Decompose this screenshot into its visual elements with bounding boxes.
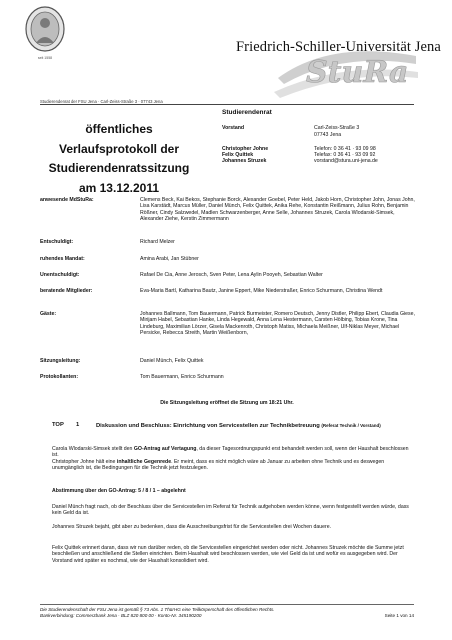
document-title	[40, 120, 198, 198]
bank-details: Bankverbindung: Commerzbank Jena · BLZ 820 800 00 · Konto-Nr. 345190200	[40, 613, 202, 618]
title-line: am 13.12.2011	[78, 180, 160, 195]
attendance-label: Unentschuldigt:	[40, 272, 80, 278]
title-line: Verlaufsprotokoll der	[58, 141, 180, 156]
attendance-label: beratende Mitglieder:	[40, 288, 93, 294]
paragraph	[52, 446, 414, 472]
title-line: öffentliches	[85, 122, 153, 136]
attendance-label: Gäste:	[40, 311, 57, 317]
agenda-applicant: (Referat Technik / Vorstand)	[321, 423, 381, 428]
agenda-label: TOP	[52, 422, 64, 428]
paragraph: Felix Quittek erinnert daran, dass wir nun darüber reden, ob die Servicestellen eingerichtet werden oder nicht. Johannes Struzek möchte die Summe jetzt beschließen und anschließend die Stellen einrichten. Beim Haushalt wird beschlossen werden, wie viel Geld da ist und wofür es ausgegeben wird. Der Vorstand wird später es nochmal, wie der Haushalt konsolidiert wird.	[52, 545, 404, 564]
attendance-value: Richard Melzer	[140, 239, 175, 245]
agenda-number: 1	[76, 422, 80, 428]
attendance-value: Eva-Maria Bartl, Katharina Bautz, Janine Eppert, Mike Niederstraßer, Enrico Schurmann, Christina Wendt	[140, 288, 383, 294]
attendance-label: anwesende MdStuRa:	[40, 197, 94, 203]
text-run: Christopher Johne hält eine	[52, 458, 117, 465]
attendance-label: Protokollanten:	[40, 374, 79, 380]
sender-address: Studierendenrat der FSU Jena · Carl-Zeiss-Straße 3 · 07743 Jena	[40, 99, 163, 104]
seal-caption: seit 1558	[37, 56, 53, 60]
vorstand-name: Christopher Johne	[222, 146, 269, 152]
contact-street: Carl-Zeiss-Straße 3	[314, 125, 360, 131]
attendance-value: Daniel Münch, Felix Quittek	[140, 358, 204, 364]
text-run-bold: GO-Antrag auf Vertagung	[133, 446, 197, 452]
footer-rule	[40, 604, 414, 605]
phone-number: Telefon: 0 36 41 · 93 09 98	[314, 146, 376, 152]
university-name: Friedrich-Schiller-Universität Jena	[236, 39, 441, 55]
contact-heading: Studierendenrat	[222, 109, 272, 116]
title-line: Studierendenratssitzung	[48, 161, 190, 175]
opening-statement: Die Sitzungsleitung eröffnet die Sitzung um 18:21 Uhr.	[160, 400, 294, 406]
paragraph: Johannes Struzek bejaht, gibt aber zu bedenken, dass die Ausschreibungsfrist für die Servicestellen drei Wochen dauere.	[52, 524, 332, 530]
footer-bank	[40, 613, 414, 619]
fax-number: Telefax: 0 36 41 · 93 09 92	[314, 152, 376, 158]
university-seal-logo	[24, 5, 66, 53]
header-rule	[40, 104, 414, 105]
vorstand-name: Felix Quittek	[222, 152, 254, 158]
agenda-title	[96, 422, 416, 430]
footer-legal: Die Studierendenschaft der FSU Jena ist gemäß § 73 Abs. 1 ThürHG eine Teilkörperschaft des öffentlichen Rechts.	[40, 607, 275, 612]
vorstand-label: Vorstand	[222, 125, 245, 131]
attendance-label: Entschuldigt:	[40, 239, 74, 245]
attendance-value: Johannes Ballmann, Tom Bauermann, Patrick Burmeister, Romero Deutsch, Jenny Distler, Philipp Ebert, Claudia Giese, Mirijam Habel, Sebastian Hanke, Linda Hegewald, Anna Lena Hestermann, Carsten Hölbing, Tobias Krone, Tina Lindeburg, Maximilian Lörzer, Gisela Mackenroth, Christoph Matiss, Michaela Meißner, Ulf-Niklas Meyer, Michael Persicke, Rebecca Streith, Martin Weißenborn,	[140, 311, 415, 337]
attendance-value: Rafael De Cia, Anne Jerosch, Sven Peter, Lena Aylin Pooyeh, Sebastian Walter	[140, 272, 323, 278]
contact-city: 07743 Jena	[314, 132, 342, 138]
vote-result: Abstimmung über den GO-Antrag: 5 / 8 / 1 – abgelehnt	[52, 488, 186, 494]
svg-text:StuRa: StuRa	[306, 55, 409, 90]
page-number: Seite 1 von 14	[384, 613, 414, 618]
attendance-value: Clemens Beck, Kai Bekos, Stephanie Borck, Alexander Goebel, Peter Held, Jakob Horn, Christopher John, Jonas John, Lisa Karstädt, Marcus Müller, Daniel Münch, Felix Quittek, Anika Rehe, Konstantin Reißmann, Julius Rohn, Benjamin Rößner, Cindy Salzwedel, Madlen Schwarzenberger, Anne Selle, Johannes Struzek, Carola Wlodarski-Simsek, Alexander Ziehe, Kerstin Zimmermann	[140, 197, 415, 223]
text-run: . Er meint, dass es nicht möglich wäre ab Januar zu arbeiten ohne Technik und es deswegen unumgänglich ist, die Bedingungen für die Technik jetzt festzulegen.	[52, 458, 385, 472]
vorstand-name: Johannes Struzek	[222, 158, 267, 164]
attendance-value: Amina Arabi, Jan Stübner	[140, 256, 199, 262]
footer	[40, 607, 414, 619]
attendance-value: Tom Bauermann, Enrico Schurmann	[140, 374, 224, 380]
text-run: , da dieser Tagesordnungspunkt erst behandelt werden soll, wenn der Haushalt beschlossen ist.	[52, 446, 409, 459]
text-run-bold: inhaltliche Gegenrede	[116, 458, 172, 465]
text-run: Carola Wlodarski-Simsek stellt den	[52, 446, 134, 452]
attendance-label: ruhendes Mandat:	[40, 256, 85, 262]
paragraph: Daniel Münch fragt nach, ob der Beschluss über die Servicestellen im Referat für Technik aufgehoben werden könne, wenn festgestellt werden würde, dass kein Geld da ist.	[52, 504, 409, 517]
email-address: vorstand@stura.uni-jena.de	[314, 158, 378, 164]
attendance-label: Sitzungsleitung:	[40, 358, 81, 364]
agenda-title-text: Diskussion und Beschluss: Einrichtung von Servicestellen zur Technikbetreuung	[96, 423, 320, 429]
